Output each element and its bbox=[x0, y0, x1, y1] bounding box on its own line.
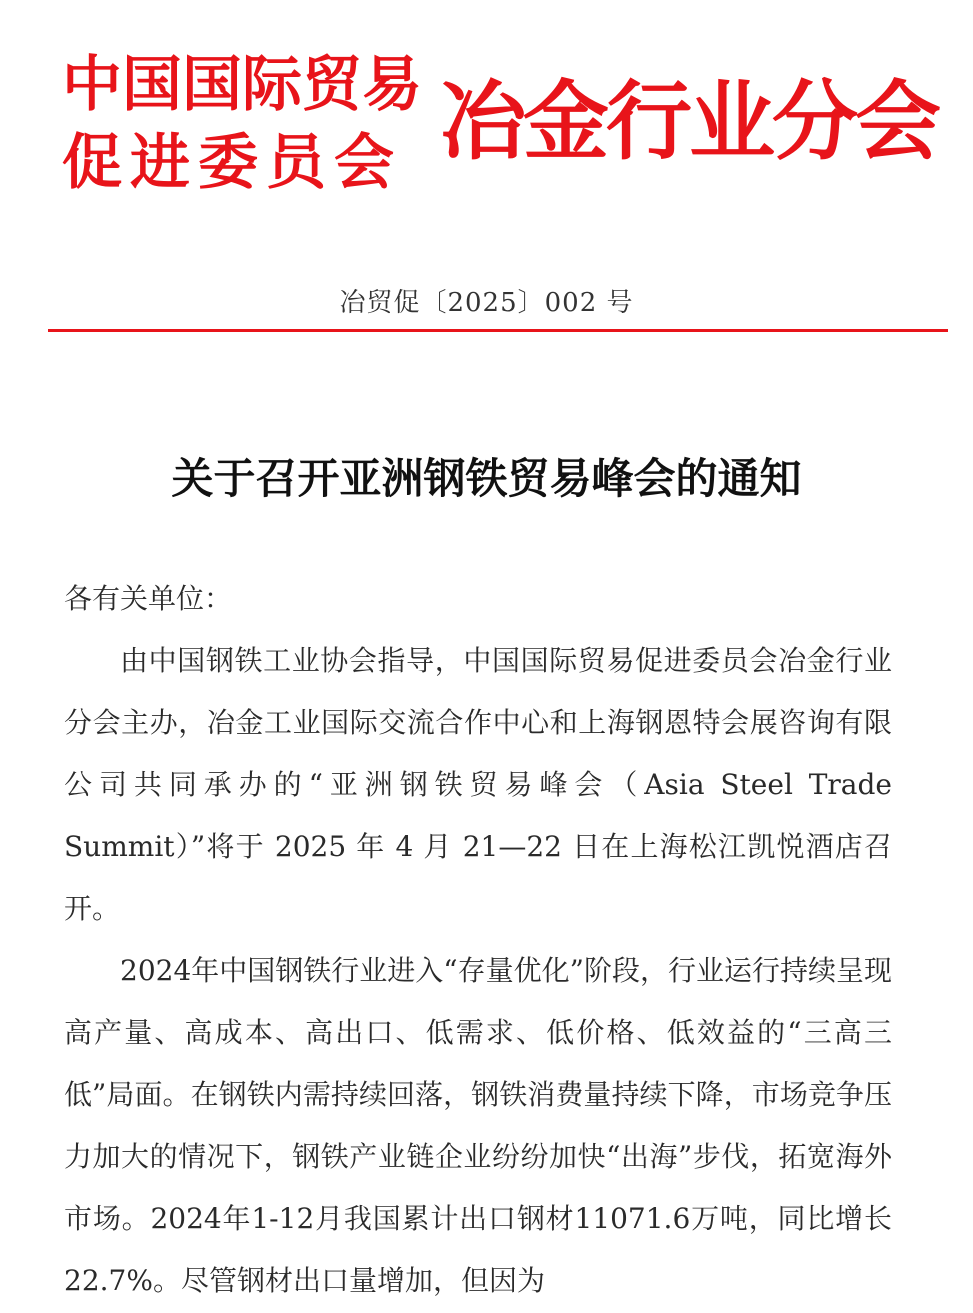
paragraph-2: 2024年中国钢铁行业进入“存量优化”阶段，行业运行持续呈现高产量、高成本、高出口、低需求、低价格、低效益的“三高三低”局面。在钢铁内需持续回落，钢铁消费量持续下降，市场竞争压力加大的情况下，钢铁产业链企业纷纷加快“出海”步伐，拓宽海外市场。2024年1-12月我国累计出口钢材11071.6万吨，同比增长22.7%。尽管钢材出口量增加，但因为 bbox=[64, 954, 892, 1297]
salutation: 各有关单位： bbox=[64, 582, 233, 615]
org-name-line2: 促进委员会 bbox=[62, 128, 402, 198]
letterhead bbox=[0, 0, 973, 340]
red-divider-line bbox=[48, 329, 948, 332]
org-name-line1: 中国国际贸易 bbox=[62, 50, 422, 120]
document-body bbox=[64, 568, 892, 1312]
org-name-ccpit bbox=[62, 46, 422, 202]
document-number: 冶贸促〔2025〕002 号 bbox=[339, 288, 634, 318]
paragraph-1: 由中国钢铁工业协会指导，中国国际贸易促进委员会冶金行业分会主办，冶金工业国际交流合作中心和上海钢恩特会展咨询有限公司共同承办的“亚洲钢铁贸易峰会（Asia Steel Trade Summit）”将于 2025 年 4 月 21—22 日在上海松江凯悦酒店召开。 bbox=[64, 644, 892, 925]
org-name-metallurgy-branch: 冶金行业分会 bbox=[440, 71, 938, 172]
document-title: 关于召开亚洲钢铁贸易峰会的通知 bbox=[171, 454, 802, 503]
